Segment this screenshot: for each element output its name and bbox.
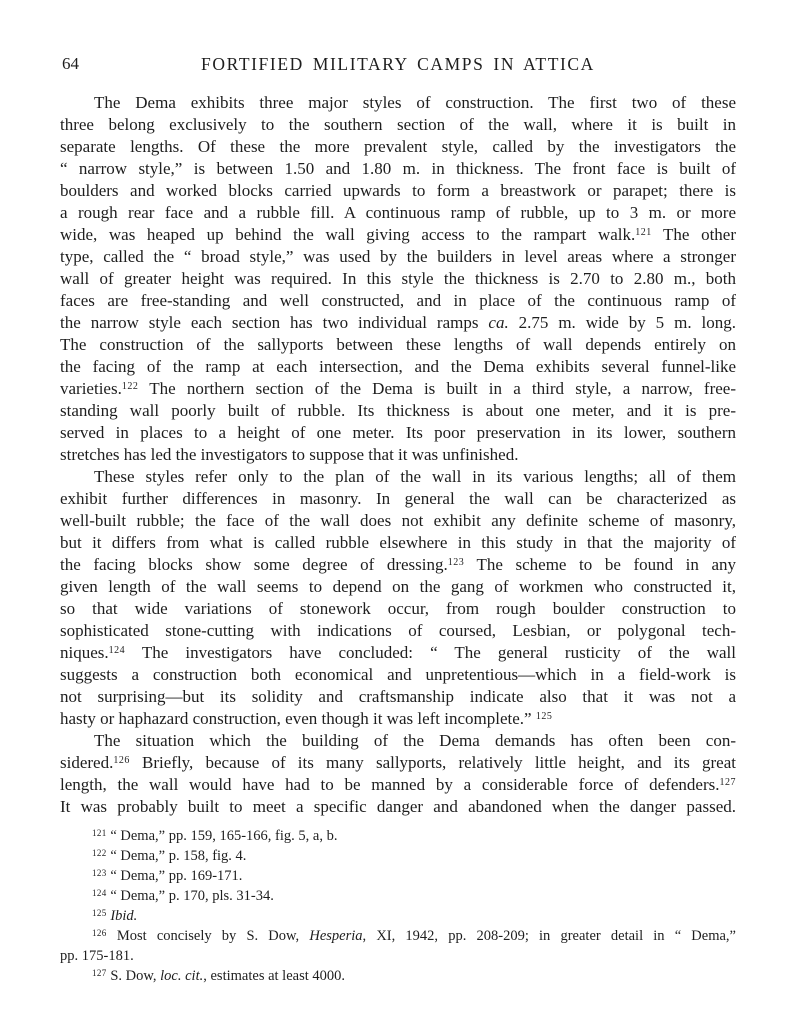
text-line: faces are free-standing and well constructed, and in place of the continuous ramp of — [60, 291, 736, 310]
page-title: FORTIFIED MILITARY CAMPS IN ATTICA — [201, 54, 595, 74]
text-line: $^{127}$ S. Dow, loc. cit., estimates at least 4000. — [92, 968, 345, 984]
text-line: “ narrow style,” is between 1.50 and 1.80 m. in thickness. The front face is built of — [60, 159, 736, 178]
text-line: wall of greater height was required. In this style the thickness is 2.70 to 2.80 m., both — [60, 269, 736, 288]
text-line: hasty or haphazard construction, even though it was left incomplete.” $^{125}$ — [60, 709, 553, 728]
text-line: served in places to a height of one meter. Its poor preservation in its lower, southern — [60, 423, 736, 442]
text-line: the facing blocks show some degree of dressing.$^{123}$ The scheme to be found in any — [60, 555, 736, 574]
page-header — [60, 54, 736, 76]
text-line: standing wall poorly built of rubble. Its thickness is about one meter, and it is pre- — [60, 401, 736, 420]
text-line: the narrow style each section has two individual ramps ca. 2.75 m. wide by 5 m. long. — [60, 313, 736, 332]
body-text — [60, 92, 736, 818]
page-number: 64 — [62, 54, 79, 73]
text-line: The Dema exhibits three major styles of construction. The first two of these — [94, 93, 736, 112]
text-line: separate lengths. Of these the more prevalent style, called by the investigators the — [60, 137, 736, 156]
text-line: stretches has led the investigators to suppose that it was unfinished. — [60, 445, 519, 464]
text-line: not surprising—but its solidity and craftsmanship indicate also that it was not a — [60, 687, 736, 706]
text-line: length, the wall would have had to be manned by a considerable force of defenders.$^{127}$ — [60, 775, 736, 794]
text-line: The situation which the building of the Dema demands has often been con- — [94, 731, 736, 750]
text-line: well-built rubble; the face of the wall does not exhibit any definite scheme of masonry, — [60, 511, 736, 530]
page-content — [60, 92, 736, 986]
text-line: $^{125}$ Ibid. — [92, 908, 138, 924]
text-line: $^{126}$ Most concisely by S. Dow, Hesperia, XI, 1942, pp. 208-209; in greater detail in “ Dema,” — [92, 928, 736, 944]
text-line: so that wide variations of stonework occur, from rough boulder construction to — [60, 599, 736, 618]
text-line: suggests a construction both economical and unpretentious—which in a field-work is — [60, 665, 736, 684]
text-line: wide, was heaped up behind the wall giving access to the rampart walk.$^{121}$ The other — [60, 225, 736, 244]
paragraph — [60, 92, 736, 466]
text-line: sophisticated stone-cutting with indications of coursed, Lesbian, or polygonal tech- — [60, 621, 736, 640]
footnotes — [60, 826, 736, 986]
text-line: the facing of the ramp at each intersection, and the Dema exhibits several funnel-like — [60, 357, 736, 376]
text-line: $^{122}$ “ Dema,” p. 158, fig. 4. — [92, 848, 247, 864]
text-line: but it differs from what is called rubble elsewhere in this study in that the majority of — [60, 533, 736, 552]
text-line: pp. 175-181. — [60, 948, 134, 964]
text-line: exhibit further differences in masonry. In general the wall can be characterized as — [60, 489, 736, 508]
text-line: varieties.$^{122}$ The northern section of the Dema is built in a third style, a narrow, free- — [60, 379, 736, 398]
text-line: boulders and worked blocks carried upwards to form a breastwork or parapet; there is — [60, 181, 736, 200]
paragraph — [60, 466, 736, 730]
text-line: a rough rear face and a rubble fill. A continuous ramp of rubble, up to 3 m. or more — [60, 203, 736, 222]
text-line: These styles refer only to the plan of the wall in its various lengths; all of them — [94, 467, 736, 486]
text-line: $^{124}$ “ Dema,” p. 170, pls. 31-34. — [92, 888, 274, 904]
text-line: It was probably built to meet a specific danger and abandoned when the danger passed. — [60, 797, 736, 816]
text-line: $^{121}$ “ Dema,” pp. 159, 165-166, fig. 5, a, b. — [92, 828, 338, 844]
text-line: three belong exclusively to the southern section of the wall, where it is built in — [60, 115, 736, 134]
text-line: type, called the “ broad style,” was used by the builders in level areas where a stronger — [60, 247, 736, 266]
text-line: given length of the wall seems to depend on the gang of workmen who constructed it, — [60, 577, 736, 596]
text-line: sidered.$^{126}$ Briefly, because of its many sallyports, relatively little height, and its great — [60, 753, 736, 772]
paragraph — [60, 730, 736, 818]
text-line: The construction of the sallyports between these lengths of wall depends entirely on — [60, 335, 736, 354]
text-line: niques.$^{124}$ The investigators have concluded: “ The general rusticity of the wall — [60, 643, 736, 662]
text-line: $^{123}$ “ Dema,” pp. 169-171. — [92, 868, 243, 884]
